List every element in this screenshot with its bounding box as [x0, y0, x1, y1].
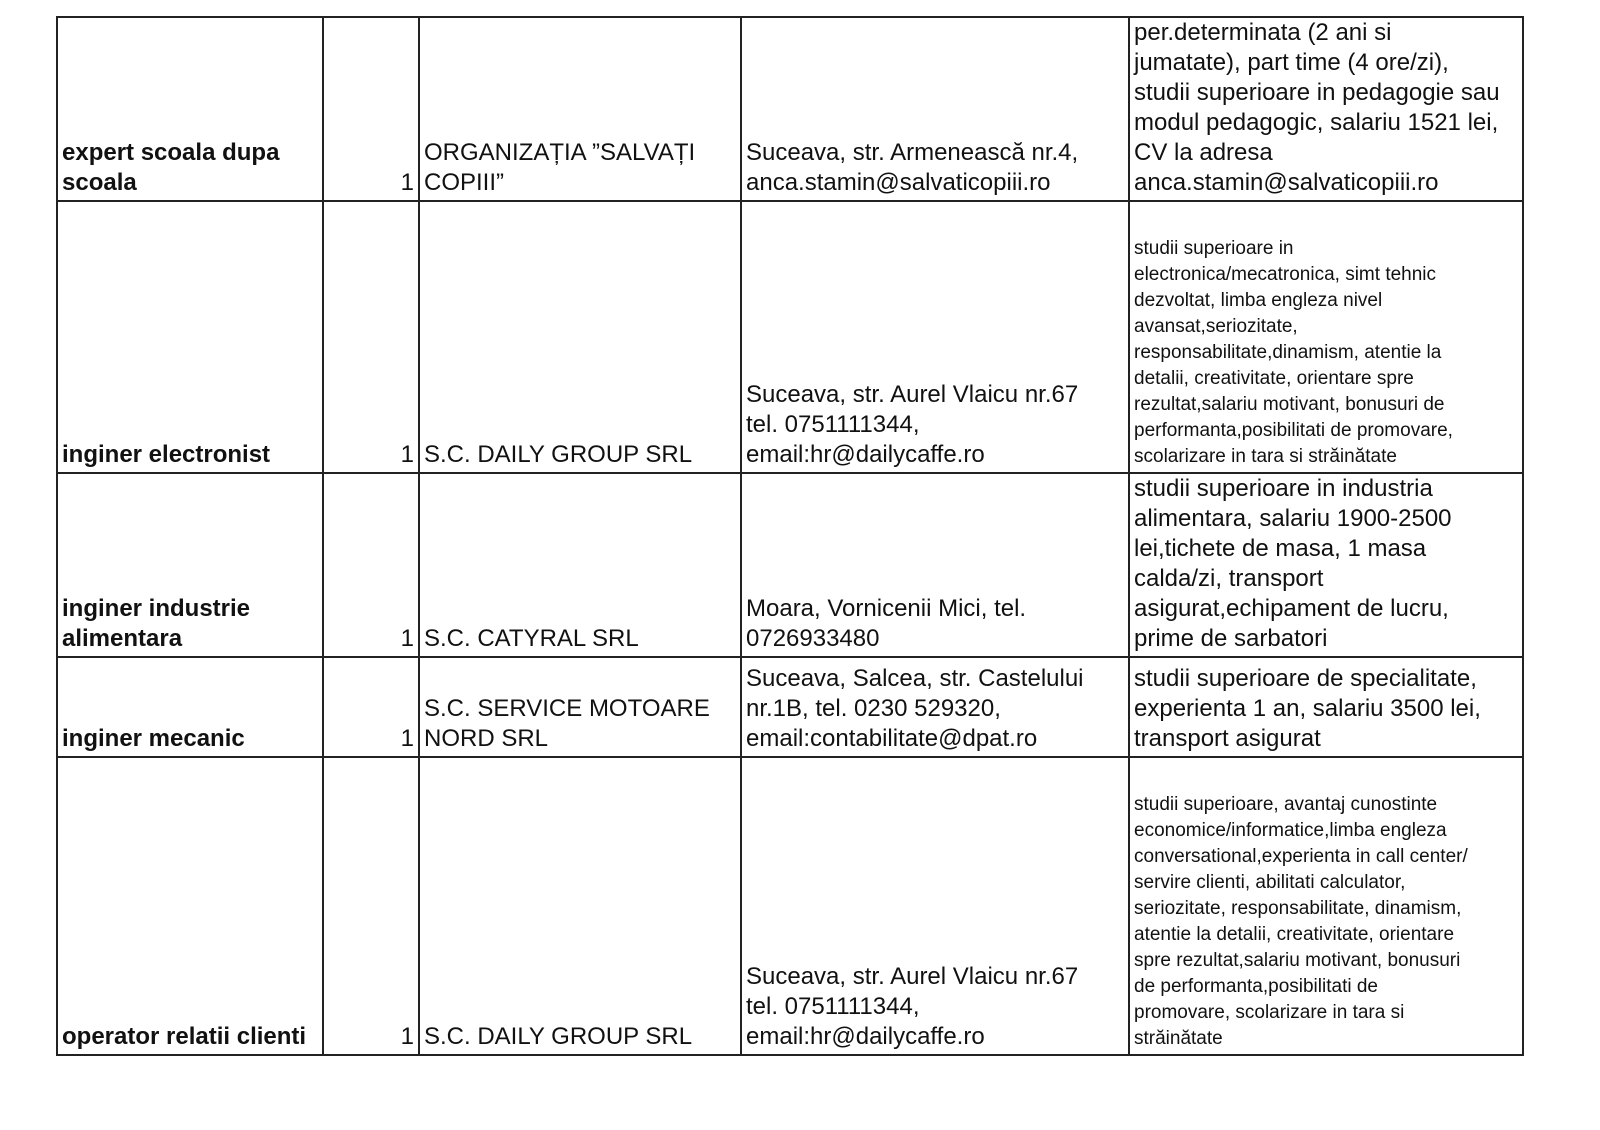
company-cell: [419, 757, 741, 1055]
company-name: S.C. SERVICE MOTOARE NORD SRL: [424, 695, 710, 752]
table-row: [57, 757, 1523, 1055]
contact-info: Suceava, str. Armenească nr.4, anca.stamin@salvaticopiii.ro: [746, 139, 1079, 196]
job-title: inginer industrie alimentara: [62, 595, 251, 652]
requirements-cell: [1129, 473, 1523, 657]
contact-info: Suceava, str. Aurel Vlaicu nr.67 tel. 0751111344, email:hr@dailycaffe.ro: [746, 381, 1079, 468]
contact-info: Suceava, Salcea, str. Castelului nr.1B, tel. 0230 529320, email:contabilitate@dpat.ro: [746, 665, 1084, 752]
contact-cell: [741, 17, 1129, 201]
job-title: inginer electronist: [62, 441, 271, 468]
company-cell: [419, 473, 741, 657]
vacancy-count-cell: [323, 17, 419, 201]
job-title-cell: [57, 657, 323, 757]
vacancy-count: 1: [400, 725, 414, 752]
contact-cell: [741, 201, 1129, 473]
requirements: per.determinata (2 ani si jumatate), part time (4 ore/zi), studii superioare in pedagogie sau modul pedagogic, salariu 1521 lei, CV la adresa anca.stamin@salvaticopiii.ro: [1134, 19, 1500, 196]
job-listings-table: [56, 16, 1524, 1056]
company-cell: [419, 657, 741, 757]
table-row: [57, 473, 1523, 657]
job-title: inginer mecanic: [62, 725, 245, 752]
company-name: ORGANIZAȚIA ”SALVAȚI COPIII”: [424, 139, 696, 196]
job-title-cell: [57, 17, 323, 201]
vacancy-count-cell: [323, 757, 419, 1055]
requirements-cell: [1129, 17, 1523, 201]
requirements: studii superioare in industria alimentara, salariu 1900-2500 lei,tichete de masa, 1 masa calda/zi, transport asigurat,echipament de lucru, prime de sarbatori: [1134, 475, 1452, 652]
requirements: studii superioare, avantaj cunostinte economice/informatice,limba engleza conversational,experienta in call center/ servire clienti, abilitati calculator, seriozitate, responsabilitate, dinamism, atentie la detalii, creativitate, orientare spre rezultat,salariu motivant, bonusuri de performanta,posibilitati de promovare, scolarizare in tara si străinătate: [1134, 794, 1468, 1049]
vacancy-count: 1: [400, 625, 414, 652]
company-cell: [419, 201, 741, 473]
job-title-cell: [57, 473, 323, 657]
job-title: operator relatii clienti: [62, 1023, 307, 1050]
contact-cell: [741, 757, 1129, 1055]
company-name: S.C. DAILY GROUP SRL: [424, 1023, 693, 1050]
vacancy-count-cell: [323, 201, 419, 473]
vacancy-count: 1: [400, 441, 414, 468]
vacancy-count-cell: [323, 657, 419, 757]
vacancy-count-cell: [323, 473, 419, 657]
vacancy-count: 1: [400, 169, 414, 196]
company-name: S.C. DAILY GROUP SRL: [424, 441, 693, 468]
contact-info: Moara, Vornicenii Mici, tel. 0726933480: [746, 595, 1027, 652]
table-row: [57, 201, 1523, 473]
company-name: S.C. CATYRAL SRL: [424, 625, 639, 652]
contact-cell: [741, 657, 1129, 757]
company-cell: [419, 17, 741, 201]
requirements-cell: [1129, 201, 1523, 473]
requirements-cell: [1129, 757, 1523, 1055]
job-title-cell: [57, 201, 323, 473]
requirements-cell: [1129, 657, 1523, 757]
requirements: studii superioare de specialitate, experienta 1 an, salariu 3500 lei, transport asigurat: [1134, 665, 1481, 752]
job-title: expert scoala dupa scoala: [62, 139, 280, 196]
table-row: [57, 17, 1523, 201]
contact-cell: [741, 473, 1129, 657]
job-title-cell: [57, 757, 323, 1055]
contact-info: Suceava, str. Aurel Vlaicu nr.67 tel. 0751111344, email:hr@dailycaffe.ro: [746, 963, 1079, 1050]
vacancy-count: 1: [400, 1023, 414, 1050]
requirements: studii superioare in electronica/mecatronica, simt tehnic dezvoltat, limba engleza nivel avansat,seriozitate, responsabilitate,dinamism, atentie la detalii, creativitate, orientare spre rezultat,salariu motivant, bonusuri de performanta,posibilitati de promovare, scolarizare in tara si străinătate: [1134, 238, 1453, 467]
table-row: [57, 657, 1523, 757]
